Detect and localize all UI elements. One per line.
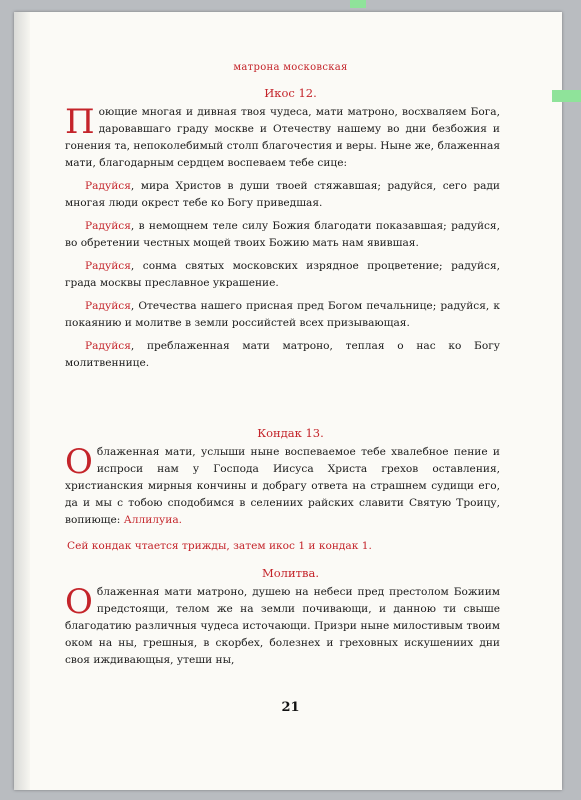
molitva-body: блаженная мати матроно, душею на небеси пред престолом Божиим предстоящи, телом же на земли почивающи, и данною ти свыше благодатию различныя чудеса источающи. Призри ныне милостивым твоим оком на ны, грешныя, в скорбех, болезнех и греховных искушениих дни своя иждивающыя, утеши ны, [65, 586, 500, 666]
page-number: 21 [281, 700, 300, 715]
refrain-text: , сонма святых московских изрядное процветение; радуйся, града москвы преславное украшение. [65, 260, 500, 289]
page-edge [14, 12, 30, 790]
refrain [65, 338, 500, 372]
ikos-intro [65, 104, 500, 172]
ikos-intro-text: оющие многая и дивная твоя чудеса, мати матроно, восхваляем Бога, даровавшаго граду москве и Отечеству нашему во дни безбожия и гонения та, непоколебимый столп благочестия и веры. Ныне же, блаженная мати, благодарным сердцем воспеваем тебе сице: [65, 106, 500, 169]
kontak-section [65, 444, 500, 535]
refrain [65, 218, 500, 252]
refrain [65, 178, 500, 212]
refrain-text: , в немощнем теле силу Божия благодати показавшая; радуйся, во обретении честных мощей твоих Божию мать нам явившая. [65, 220, 500, 249]
molitva-heading: Молитва. [261, 566, 320, 580]
alleluia: Аллилуиа. [123, 514, 183, 526]
refrain-text: , мира Христов в души твоей стяжавшая; радуйся, сего ради многая люди окрест тебе ко Богу приведшая. [65, 180, 500, 209]
refrain [65, 298, 500, 332]
running-header: матрона московская [233, 62, 348, 73]
rubric: Сей кондак чтается трижды, затем икос 1 и кондак 1. [67, 540, 372, 552]
molitva-section [65, 584, 500, 675]
refrain-word: Радуйся [85, 340, 131, 352]
refrain-word: Радуйся [85, 220, 131, 232]
molitva-text [65, 584, 500, 669]
refrain [65, 258, 500, 292]
dropcap: О [65, 442, 93, 482]
refrain-word: Радуйся [85, 300, 131, 312]
dropcap: О [65, 582, 93, 622]
refrain-text: , Отечества нашего присная пред Богом печальнице; радуйся, к покаянию и молитве в земли российстей всех призывающая. [65, 300, 500, 329]
refrain-word: Радуйся [85, 260, 131, 272]
kontak-heading: Кондак 13. [257, 426, 324, 440]
refrain-text: , преблаженная мати матроно, теплая о нас ко Богу молитвеннице. [65, 340, 500, 369]
kontak-body: блаженная мати, услыши ныне воспеваемое тебе хвалебное пение и испроси нам у Господа Иисуса Христа грехов оставления, христианския мирныя кончины и добрагу ответа на страшнем судищи его, да и мы с тобою сподобимся в селениих райских славити Святую Троицу, вопиюще: [65, 446, 500, 526]
kontak-text [65, 444, 500, 529]
refrain-word: Радуйся [85, 180, 131, 192]
ikos-heading: Икос 12. [264, 86, 317, 100]
bookmark-tab [350, 0, 366, 8]
ikos-section [65, 104, 500, 378]
dropcap: П [65, 102, 95, 142]
